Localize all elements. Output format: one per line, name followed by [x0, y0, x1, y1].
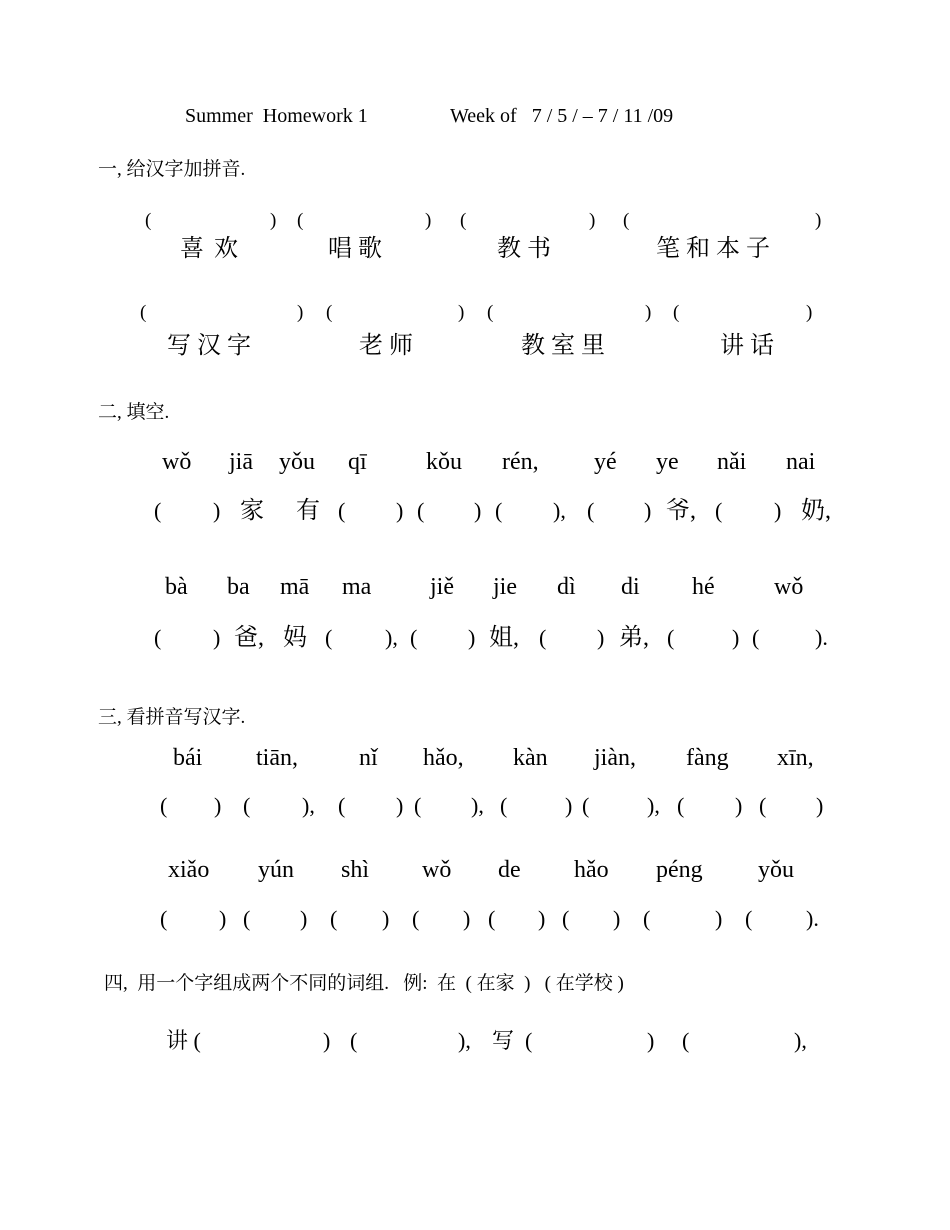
blank-close: )	[613, 906, 621, 931]
pinyin: mā	[280, 574, 310, 600]
fill-char: 妈	[283, 625, 307, 651]
word-2-4: 讲 话	[720, 333, 774, 359]
pinyin: hǎo	[574, 857, 609, 883]
fill-char: 爸,	[234, 625, 264, 651]
pinyin: hǎo,	[423, 745, 464, 771]
blank-close: ),	[458, 1028, 471, 1053]
pinyin: yǒu	[758, 857, 794, 883]
blank-open: (	[587, 498, 595, 523]
word-char-prompt: 讲 (	[166, 1028, 201, 1053]
pinyin: nǐ	[359, 745, 378, 771]
pinyin: ba	[227, 574, 250, 600]
blank-close: )	[644, 498, 652, 523]
fill-char: 爷,	[666, 498, 696, 524]
blank-open: (	[417, 498, 425, 523]
blank-open: (	[682, 1028, 690, 1053]
blank-open: (	[326, 302, 333, 323]
pinyin: kǒu	[426, 449, 462, 475]
blank-close: ),	[553, 498, 566, 523]
blank-close: )	[382, 906, 390, 931]
blank-open: (	[715, 498, 723, 523]
blank-close: )	[458, 302, 465, 323]
blank-open: (	[350, 1028, 358, 1053]
pinyin: nǎi	[717, 449, 747, 475]
blank-close: )	[589, 210, 596, 231]
pinyin: dì	[557, 574, 576, 600]
pinyin: péng	[656, 857, 703, 883]
blank-close: )	[565, 793, 573, 818]
pinyin: jiě	[430, 574, 454, 600]
blank-close: )	[468, 625, 476, 650]
blank-close: )	[597, 625, 605, 650]
blank-close: ).	[806, 906, 819, 931]
blank-open: (	[412, 906, 420, 931]
blank-close: ),	[302, 793, 315, 818]
fill-char: 弟,	[619, 625, 649, 651]
blank-open: (	[145, 210, 152, 231]
blank-close: )	[425, 210, 432, 231]
fill-char: 家	[240, 498, 264, 524]
blank-open: (	[745, 906, 753, 931]
pinyin: hé	[692, 574, 715, 600]
blank-close: )	[213, 625, 221, 650]
pinyin: ye	[656, 449, 679, 475]
word-2-1: 写 汉 字	[167, 333, 251, 359]
blank-open: (	[338, 793, 346, 818]
blank-close: )	[297, 302, 304, 323]
pinyin: jiā	[229, 449, 253, 475]
blank-open: (	[500, 793, 508, 818]
blank-open: (	[330, 906, 338, 931]
blank-close: )	[396, 793, 404, 818]
blank-open: (	[160, 793, 168, 818]
blank-open: (	[673, 302, 680, 323]
blank-close: )	[213, 498, 221, 523]
pinyin: xiǎo	[168, 857, 210, 883]
blank-open: (	[752, 625, 760, 650]
blank-close: ).	[815, 625, 828, 650]
blank-open: (	[487, 302, 494, 323]
blank-open: (	[154, 625, 162, 650]
blank-open: (	[140, 302, 147, 323]
pinyin: jie	[493, 574, 517, 600]
blank-open: (	[562, 906, 570, 931]
blank-close: )	[735, 793, 743, 818]
blank-open: (	[154, 498, 162, 523]
blank-open: (	[488, 906, 496, 931]
pinyin: shì	[341, 857, 370, 883]
fill-char: 有	[296, 498, 320, 524]
pinyin: fàng	[686, 745, 729, 771]
word-1-3: 教 书	[497, 236, 551, 262]
blank-open: (	[643, 906, 651, 931]
pinyin: xīn,	[777, 745, 814, 771]
blank-close: ),	[794, 1028, 807, 1053]
blank-close: )	[463, 906, 471, 931]
blank-close: )	[538, 906, 546, 931]
blank-open: (	[325, 625, 333, 650]
blank-open: (	[667, 625, 675, 650]
blank-open: (	[677, 793, 685, 818]
blank-close: )	[270, 210, 277, 231]
pinyin: bái	[173, 745, 203, 771]
blank-close: )	[300, 906, 308, 931]
blank-open: (	[243, 906, 251, 931]
pinyin: wǒ	[774, 574, 804, 600]
blank-close: )	[815, 210, 822, 231]
blank-open: (	[414, 793, 422, 818]
homework-title: Summer Homework 1	[185, 105, 368, 127]
blank-close: )	[645, 302, 652, 323]
section-2-heading: 二, 填空.	[98, 402, 170, 423]
blank-open: (	[460, 210, 467, 231]
pinyin: kàn	[513, 745, 548, 771]
pinyin: rén,	[502, 449, 539, 475]
pinyin: de	[498, 857, 521, 883]
blank-close: ),	[647, 793, 660, 818]
week-range: Week of 7 / 5 / – 7 / 11 /09	[450, 105, 674, 127]
pinyin: bà	[165, 574, 188, 600]
word-2-3: 教 室 里	[521, 333, 605, 359]
blank-open: (	[495, 498, 503, 523]
blank-close: )	[214, 793, 222, 818]
blank-close: ),	[385, 625, 398, 650]
blank-open: (	[582, 793, 590, 818]
blank-close: )	[732, 625, 740, 650]
blank-close: )	[323, 1028, 331, 1053]
blank-close: )	[474, 498, 482, 523]
pinyin: wǒ	[162, 449, 192, 475]
blank-open: (	[338, 498, 346, 523]
pinyin: tiān,	[256, 745, 298, 771]
pinyin: qī	[348, 449, 367, 475]
blank-close: )	[715, 906, 723, 931]
blank-open: (	[297, 210, 304, 231]
blank-close: )	[816, 793, 824, 818]
blank-close: )	[396, 498, 404, 523]
blank-open: (	[160, 906, 168, 931]
pinyin: nai	[786, 449, 816, 475]
section-4-heading: 四, 用一个字组成两个不同的词组. 例: 在 ( 在家 ) ( 在学校 )	[104, 973, 624, 994]
word-1-2: 唱 歌	[328, 236, 382, 262]
pinyin: yún	[258, 857, 294, 883]
blank-open: (	[410, 625, 418, 650]
fill-char: 姐,	[489, 625, 519, 651]
pinyin: wǒ	[422, 857, 452, 883]
word-2-2: 老 师	[359, 333, 413, 359]
word-1-4: 笔 和 本 子	[656, 236, 770, 262]
blank-close: )	[806, 302, 813, 323]
blank-close: ),	[471, 793, 484, 818]
blank-close: )	[219, 906, 227, 931]
pinyin: di	[621, 574, 640, 600]
pinyin: jiàn,	[594, 745, 636, 771]
section-3-heading: 三, 看拼音写汉字.	[98, 707, 246, 728]
blank-open: (	[759, 793, 767, 818]
word-char-prompt: 写 (	[492, 1028, 533, 1053]
pinyin: ma	[342, 574, 372, 600]
blank-open: (	[539, 625, 547, 650]
pinyin: yé	[594, 449, 617, 475]
blank-open: (	[243, 793, 251, 818]
section-1-heading: 一, 给汉字加拼音.	[98, 159, 246, 180]
word-1-1: 喜 欢	[180, 236, 238, 262]
pinyin: yǒu	[279, 449, 315, 475]
blank-open: (	[623, 210, 630, 231]
blank-close: )	[647, 1028, 655, 1053]
fill-char: 奶,	[801, 498, 831, 524]
blank-close: )	[774, 498, 782, 523]
